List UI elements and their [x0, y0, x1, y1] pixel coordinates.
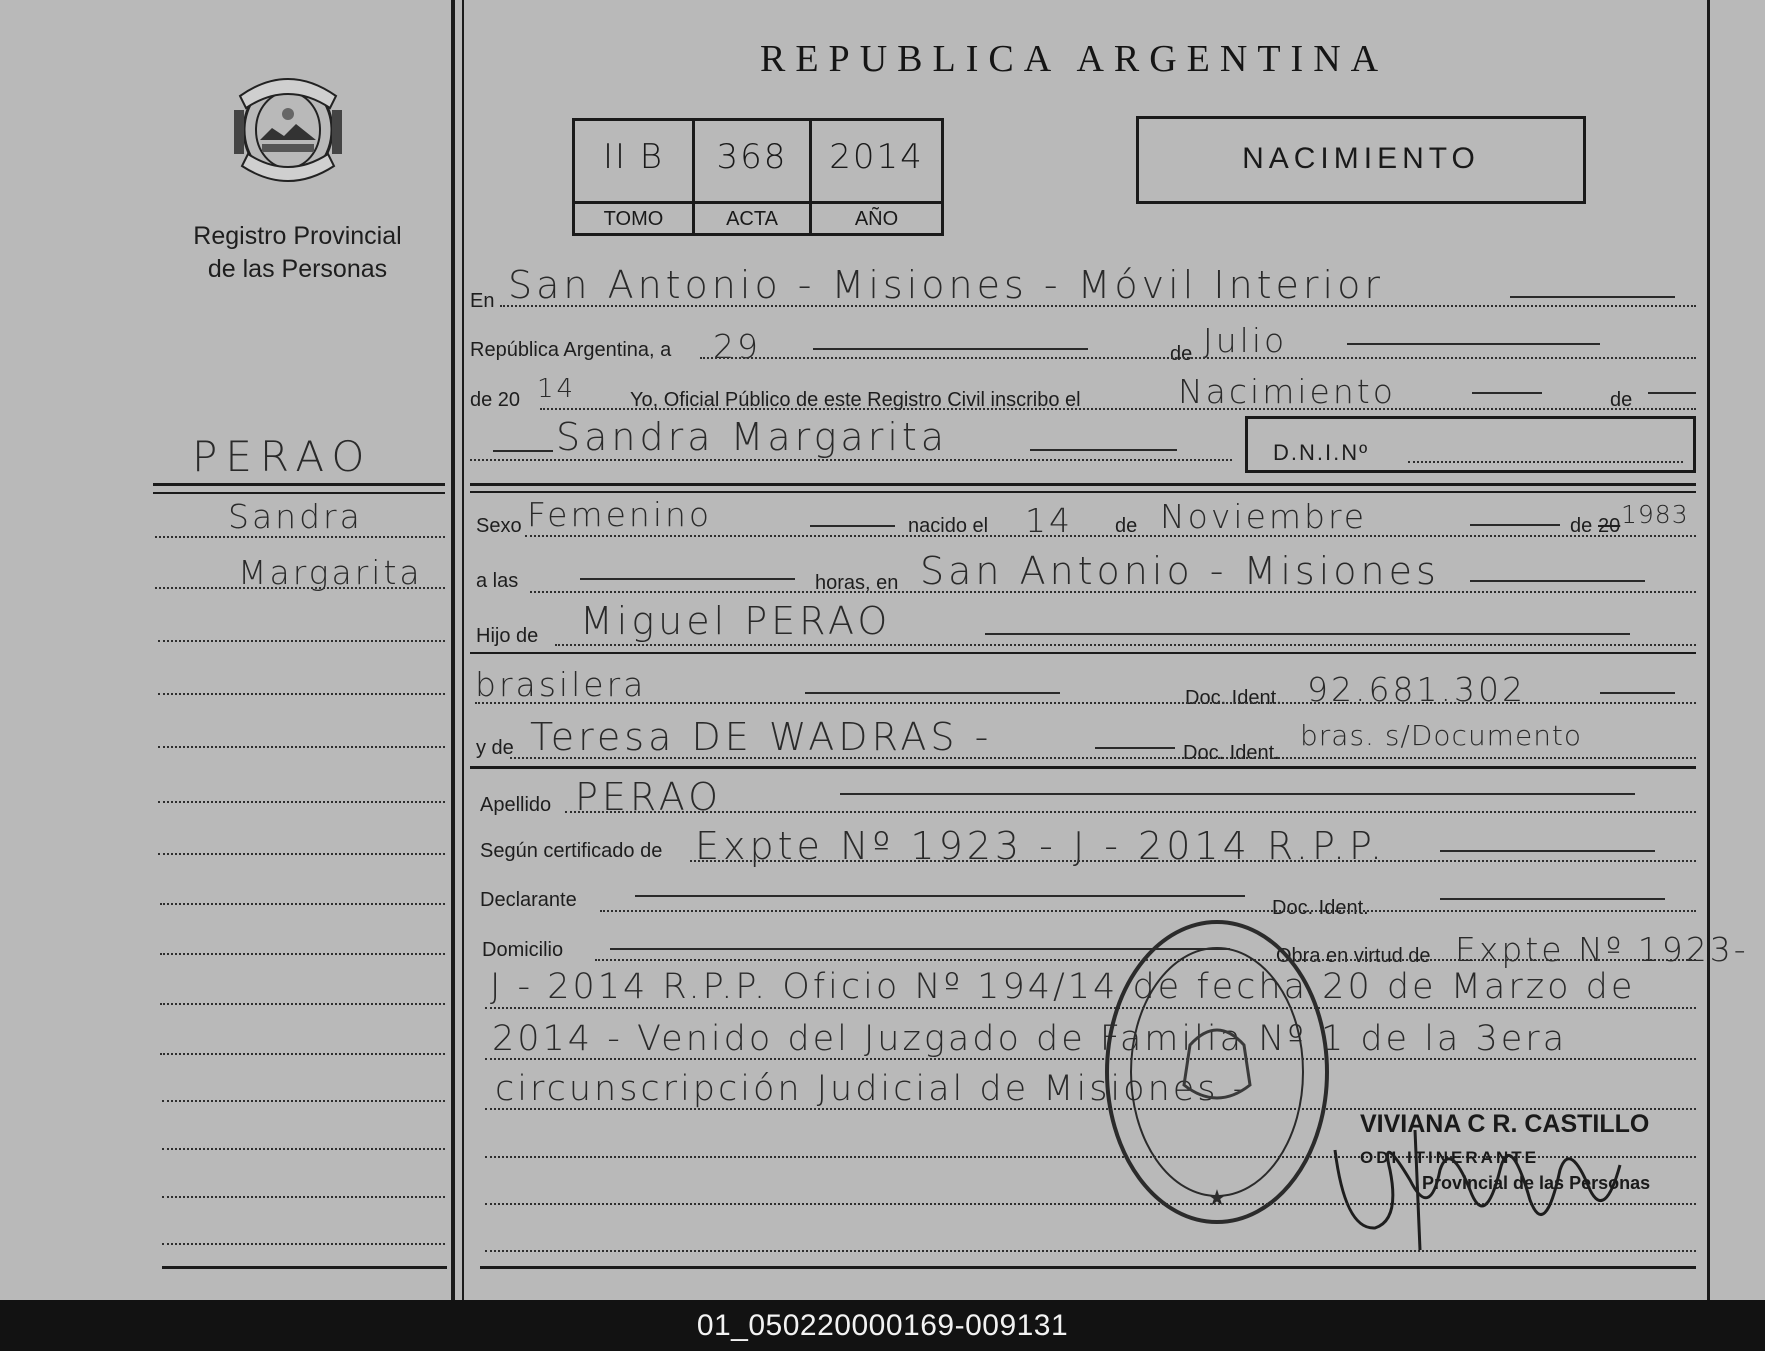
horas-en-label: horas, en [815, 572, 899, 594]
observacion-line-2: 2014 - Venido del Juzgado de Familia Nº 1 de la 3era [492, 1019, 1568, 1059]
padre-dotted-line [475, 702, 1696, 704]
en-dotted-line [500, 305, 1696, 307]
sidebar-dotted-line [160, 953, 445, 955]
nombre-dash-left [493, 450, 553, 452]
sidebar-dotted-line [160, 903, 445, 905]
republica-de-label: de [1170, 343, 1193, 365]
horas-dotted-line [530, 591, 1696, 593]
padre-doc: 92.681.302 [1307, 670, 1526, 709]
republica-dotted-line [700, 357, 1696, 359]
register-table [572, 118, 944, 236]
sidebar-dotted-line [158, 693, 445, 695]
anio-value: 2014 [829, 137, 924, 177]
sidebar-dotted-line [160, 1003, 445, 1005]
anio-line-text: Yo, Oficial Público de este Registro Civil inscribo el [630, 389, 1081, 411]
sidebar-dotted-line [160, 1053, 445, 1055]
sidebar-dotted-line [162, 1196, 445, 1198]
acta-label: ACTA [695, 201, 809, 236]
scan-id-footer: 01_050220000169-009131 [0, 1300, 1765, 1351]
declarante-doc-label: Doc. Ident. [1272, 897, 1369, 919]
en-label: En [470, 290, 495, 312]
apellido-value: PERAO [575, 775, 723, 819]
sidebar-dotted-line [158, 853, 445, 855]
observacion-dotted-line [485, 1058, 1696, 1060]
sidebar-dotted-line [155, 536, 445, 538]
nombre-value: Sandra Margarita [556, 415, 949, 459]
madre-doc-label: Doc. Ident. [1183, 742, 1280, 764]
republica-day: 29 [713, 327, 761, 366]
horas-place: San Antonio - Misiones [920, 549, 1440, 593]
anio-line-de-label: de [1610, 389, 1633, 411]
tomo-label: TOMO [575, 201, 692, 236]
sexo-value: Femenino [527, 495, 713, 534]
anio-label: AÑO [812, 201, 941, 236]
declarante-doc-dash [1440, 898, 1665, 900]
obra-label: Obra en virtud de [1276, 945, 1431, 967]
signer-org: Provincial de las Personas [1422, 1173, 1651, 1193]
apellido-dotted-line [565, 811, 1696, 813]
form-right-border [1707, 0, 1710, 1300]
republica-month: Julio [1203, 321, 1288, 360]
anio-line-label: de 20 [470, 389, 521, 411]
form-left-border [462, 0, 464, 1300]
sidebar-divider [451, 0, 455, 1300]
padre-dash [805, 692, 1060, 694]
obra-value: Expte Nº 1923- [1455, 930, 1749, 969]
horas-place-dash [1470, 580, 1645, 582]
section-rule [470, 483, 1696, 486]
registry-name-line-2: de las Personas [207, 255, 388, 283]
apellido-label: Apellido [480, 794, 552, 816]
madre-dash [1095, 747, 1175, 749]
observacion-dotted-line [485, 1007, 1696, 1009]
form-bottom-rule [480, 1266, 1696, 1269]
nacido-de19-label: de [1570, 515, 1593, 537]
page-title: REPUBLICA ARGENTINA [760, 38, 1389, 80]
anio-line-act: Nacimiento [1178, 372, 1396, 411]
hijo-dotted-line [555, 644, 1696, 646]
anio-line-year: 14 [537, 374, 577, 404]
sidebar-dotted-line [158, 640, 445, 642]
signer-role: ODI ITINERANTE [1360, 1148, 1539, 1167]
madre-label: y de [476, 737, 514, 759]
observacion-line-1: J - 2014 R.P.P. Oficio Nº 194/14 de fecha 20 de Marzo de [490, 967, 1636, 1007]
en-value: San Antonio - Misiones - Móvil Interior [508, 263, 1384, 307]
sidebar-given-name-2: Margarita [238, 553, 423, 592]
declarante-dotted-line [600, 910, 1696, 912]
nacido-label: nacido el [908, 515, 989, 537]
sidebar-rule [153, 483, 445, 486]
dni-dotted [1408, 461, 1683, 463]
sidebar-dotted-line [155, 587, 445, 589]
sexo-label: Sexo [476, 515, 522, 537]
nacido-year: 1983 [1621, 500, 1689, 529]
hijo-rule [470, 652, 1696, 654]
section-rule-thin [470, 491, 1696, 493]
record-type-box: NACIMIENTO [1136, 116, 1586, 204]
nacido-year-printed: 20 [1598, 515, 1621, 537]
dni-label: D.N.I.Nº [1273, 440, 1370, 465]
sidebar-dotted-line [158, 801, 445, 803]
madre-rule [470, 766, 1696, 769]
acta-cell [695, 121, 812, 233]
padre-nationality: brasilera [475, 665, 647, 704]
hijo-value: Miguel PERAO [580, 599, 892, 643]
declarante-label: Declarante [480, 889, 577, 911]
horas-dash [580, 578, 795, 580]
sidebar-rule [153, 492, 445, 494]
madre-value: Teresa DE WADRAS - [530, 715, 993, 759]
horas-label: a las [476, 570, 519, 592]
nacido-month: Noviembre [1160, 497, 1368, 536]
anio-line-dash [1472, 392, 1542, 394]
certificado-value: Expte Nº 1923 - J - 2014 R.P.P. [695, 824, 1387, 868]
tomo-value: II B [602, 137, 665, 177]
padre-doc-label: Doc. Ident. [1185, 687, 1282, 709]
hijo-dash [985, 633, 1630, 635]
acta-value: 368 [716, 137, 788, 177]
sidebar-dotted-line [162, 1243, 445, 1245]
nacido-dash [1470, 524, 1560, 526]
svg-text:★: ★ [1207, 1186, 1227, 1211]
sidebar-dotted-line [162, 1100, 445, 1102]
declarante-dash [635, 895, 1245, 897]
sidebar-given-name-1: Sandra [228, 497, 363, 536]
signer-name: VIVIANA C R. CASTILLO [1360, 1110, 1650, 1138]
sidebar-surname: PERAO [192, 432, 373, 481]
tomo-cell [575, 121, 695, 233]
nombre-dash-right [1030, 449, 1177, 451]
sidebar-bottom-rule [162, 1266, 447, 1269]
sidebar-dotted-line [158, 746, 445, 748]
certificado-dash [1440, 850, 1655, 852]
certificado-dotted-line [690, 860, 1696, 862]
anio-line-dash-2 [1648, 392, 1696, 394]
madre-doc: bras. s/Documento [1300, 719, 1583, 752]
republica-month-dash [1347, 343, 1600, 345]
sexo-dotted-line [525, 535, 1696, 537]
anio-cell [812, 121, 941, 233]
republica-label: República Argentina, a [470, 339, 672, 361]
apellido-dash [840, 793, 1635, 795]
republica-dash [813, 348, 1088, 350]
official-stamp-icon [1100, 915, 1335, 1230]
domicilio-label: Domicilio [482, 939, 564, 961]
hijo-label: Hijo de [476, 625, 539, 647]
nombre-dotted-line [470, 459, 1232, 461]
dni-box [1245, 416, 1696, 473]
certificado-label: Según certificado de [480, 840, 663, 862]
nacido-day: 14 [1025, 501, 1073, 540]
observacion-line-3: circunscripción Judicial de Misiones - [495, 1069, 1249, 1109]
en-dash [1510, 296, 1675, 298]
registry-name-line-1: Registro Provincial [193, 222, 402, 250]
handwritten-signature-icon [1320, 1110, 1650, 1255]
anio-line-dotted [540, 408, 1696, 410]
nacido-de-label: de [1115, 515, 1138, 537]
padre-doc-dash [1600, 692, 1675, 694]
sidebar-dotted-line [162, 1148, 445, 1150]
misiones-emblem-icon [232, 66, 344, 194]
sexo-dash [810, 525, 895, 527]
madre-dotted-line [510, 757, 1696, 759]
